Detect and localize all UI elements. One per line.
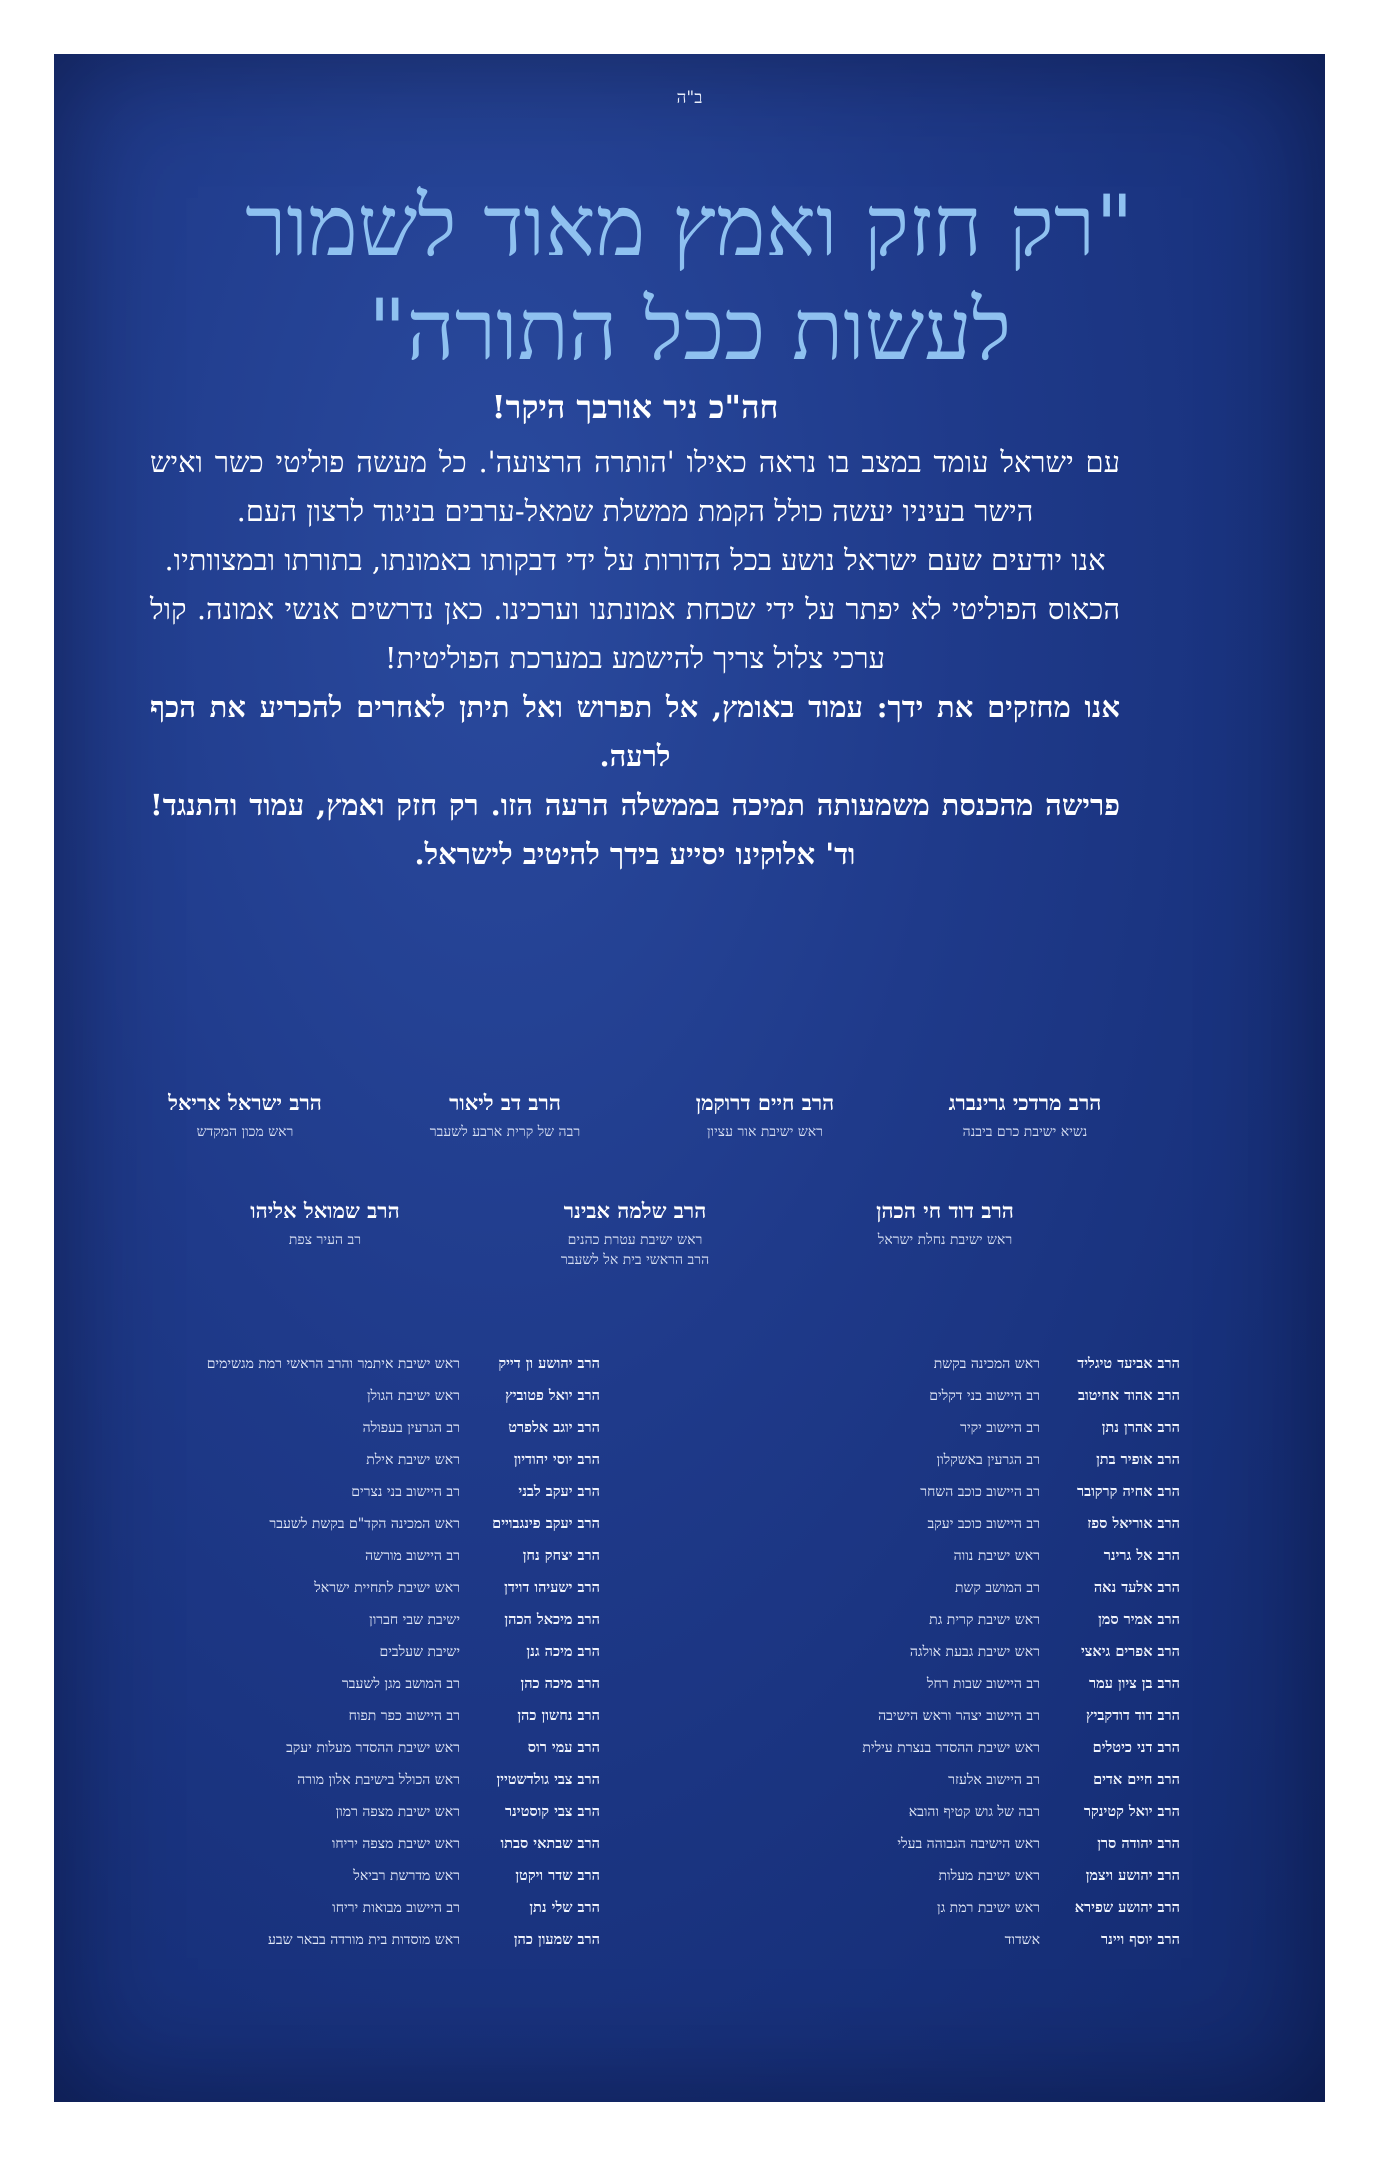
signatory-name: הרב יהושע ויצמן: [1085, 1867, 1180, 1884]
signatory-row: [570, 1604, 1180, 1636]
signatory-title: ישיבת שבי חברון: [369, 1611, 460, 1628]
signatory-row: [570, 1732, 1180, 1764]
paragraph: פרישה מהכנסת משמעותה תמיכה בממשלה הרעה הזו. רק חזק ואמץ, עמוד והתנגד! וד' אלוקינו יסייע בידך להיטיב לישראל.: [150, 788, 1120, 871]
signatory-row: [570, 1540, 1180, 1572]
signatory-row: [570, 1380, 1180, 1412]
signatory-name: הרב אהוד אחיטוב: [1077, 1387, 1180, 1404]
signatory-title: ראש ישיבת גבעת אולגה: [909, 1643, 1040, 1660]
signatory-title: רב היישוב יקיר: [960, 1419, 1040, 1436]
signatory-name: הרב יואל פטוביץ: [505, 1387, 600, 1404]
signatory-row: [90, 1700, 600, 1732]
signatory-title: ראש ישיבת לתחיית ישראל: [314, 1579, 460, 1596]
signatory-title: ראש ישיבת אילת: [366, 1451, 460, 1468]
signatory-row: [570, 1764, 1180, 1796]
signatory-name: הרב אחיה קרקובר: [1076, 1483, 1180, 1500]
signatory-name: הרב דב ליאור: [449, 1090, 561, 1115]
signatory-name: הרב נחשון כהן: [517, 1707, 600, 1724]
signatory-row: [90, 1572, 600, 1604]
signatory-row: [570, 1572, 1180, 1604]
signatory-name: הרב יעקב פינגבויים: [492, 1515, 600, 1532]
signatory-name: הרב מיכה גנן: [526, 1643, 600, 1660]
signatory-title: רב היישוב בני דקלים: [929, 1387, 1040, 1404]
signatory-title: ראש ישיבת הגולן: [366, 1387, 460, 1404]
signatory-title: ראש ישיבת אור עציון: [706, 1124, 824, 1140]
signatory-name: הרב יוסף ויינר: [1101, 1931, 1180, 1948]
signatory-name: הרב יוסי יהודיון: [513, 1451, 600, 1468]
signatory-row: [570, 1796, 1180, 1828]
signatory-name: הרב יעקב לבני: [518, 1483, 600, 1500]
signatory-name: הרב אמיר סמן: [1098, 1611, 1180, 1628]
signatory-title: רבה של גוש קטיף והובא: [908, 1803, 1040, 1820]
signatory-name: הרב שלמה אבינר: [563, 1198, 707, 1223]
signatory-name: הרב דוד חי הכהן: [876, 1198, 1014, 1223]
signatory-name: הרב שלי נתן: [529, 1899, 600, 1916]
signatory-row: [570, 1892, 1180, 1924]
signatory-name: הרב יהודה סרן: [1097, 1835, 1180, 1852]
signatory-row: [570, 1508, 1180, 1540]
signatory-title: ראש ישיבת קרית גת: [929, 1611, 1040, 1628]
signatory-name: הרב יהושע ון דייק: [498, 1355, 600, 1372]
signatory-row: [90, 1860, 600, 1892]
signatory-row: [90, 1636, 600, 1668]
signatory-name: הרב שמעון כהן: [513, 1931, 600, 1948]
paragraph: הכאוס הפוליטי לא יפתר על ידי שכחת אמונתנו וערכינו. כאן נדרשים אנשי אמונה. קול ערכי צלול צריך להישמע במערכת הפוליטית!: [150, 592, 1120, 675]
signatory-title: ראש מוסדות בית מורדה בבאר שבע: [268, 1931, 460, 1948]
signatory: [910, 1090, 1140, 1142]
paragraph: אנו יודעים שעם ישראל נושע בכל הדורות על ידי דבקותו באמונתו, בתורתו ובמצוותיו.: [164, 543, 1106, 577]
signatory-title: ראש המכינה הקד"ם בקשת לשעבר: [269, 1515, 460, 1532]
signatory-title: ראש ישיבת מצפה רמון: [335, 1803, 460, 1820]
signatory-name: הרב צבי קוסטינר: [504, 1803, 600, 1820]
signatory-row: [570, 1444, 1180, 1476]
signatory-title: ראש המכינה בקשת: [933, 1355, 1040, 1372]
signatory-title: ראש ישיבת ההסדר מעלות יעקב: [286, 1739, 460, 1756]
signatory-title: רב היישוב אלעזר: [948, 1771, 1040, 1788]
signatory-row: [90, 1540, 600, 1572]
signatory-title: ראש ישיבת נחלת ישראל: [877, 1232, 1013, 1248]
signatory-row: [90, 1924, 600, 1956]
signatory: [130, 1090, 360, 1142]
signatory-row: [90, 1796, 600, 1828]
signatory: [210, 1198, 440, 1270]
signatory-name: הרב שדר ויקטן: [515, 1867, 600, 1884]
main-signatories-row-1: [130, 1090, 1140, 1142]
signatory-row: [570, 1412, 1180, 1444]
signatory-row: [90, 1508, 600, 1540]
signatory-row: [90, 1668, 600, 1700]
signatory-title: אשדוד: [1004, 1931, 1040, 1948]
greeting: חה"כ ניר אורבך היקר!: [491, 388, 779, 426]
letter-body: [150, 388, 1120, 879]
signatory-name: הרב ישעיהו דוידן: [504, 1579, 600, 1596]
signatory-name: הרב חיים אדים: [1093, 1771, 1180, 1788]
signatory-title: רב הגרעין באשקלון: [936, 1451, 1040, 1468]
signatory-name: הרב מרדכי גרינברג: [948, 1090, 1102, 1115]
signatory-title: רב היישוב מורשה: [365, 1547, 460, 1564]
signatory-row: [90, 1732, 600, 1764]
signatory-name: הרב יהושע שפירא: [1074, 1899, 1180, 1916]
signatory-name: הרב אל גרינר: [1103, 1547, 1180, 1564]
signatory: [650, 1090, 880, 1142]
signatory-row: [90, 1892, 600, 1924]
signatory-title: רבה של קרית ארבע לשעבר: [429, 1124, 581, 1140]
signatory-title: רב המושב מגן לשעבר: [341, 1675, 460, 1692]
bsd-mark: ב"ה: [676, 88, 703, 108]
signatories-list-left: [90, 1348, 600, 1956]
signatory-row: [90, 1444, 600, 1476]
signatory-row: [570, 1476, 1180, 1508]
signatory-row: [90, 1380, 600, 1412]
signatory-name: הרב אלעד נאה: [1093, 1579, 1180, 1596]
signatory-row: [90, 1348, 600, 1380]
signatory-row: [570, 1668, 1180, 1700]
headline-line-2: לעשות ככל התורה": [367, 281, 1012, 379]
signatory-title: ישיבת שעלבים: [379, 1643, 460, 1660]
signatory-title: ראש ישיבת איתמר והרב הראשי רמת מגשימים: [206, 1355, 460, 1372]
signatory-title: ראש ישיבת מעלות: [938, 1867, 1040, 1884]
paragraph: אנו מחזקים את ידך: עמוד באומץ, אל תפרוש ואל תיתן לאחרים להכריע את הכף לרעה.: [150, 690, 1120, 773]
signatory-name: הרב צבי גולדשטיין: [496, 1771, 600, 1788]
signatory-name: הרב דני כיטלים: [1092, 1739, 1180, 1756]
signatory-name: הרב יואל קטינקר: [1083, 1803, 1180, 1820]
signatory-title: נשיא ישיבת כרם ביבנה: [962, 1124, 1088, 1140]
signatory-row: [570, 1636, 1180, 1668]
paragraph: עם ישראל עומד במצב בו נראה כאילו 'הותרה הרצועה'. כל מעשה פוליטי כשר ואיש הישר בעיניו יעשה כולל הקמת ממשלת שמאל-ערבים בניגוד לרצון העם.: [150, 445, 1120, 528]
signatory-title: רב היישוב כוכב יעקב: [927, 1515, 1040, 1532]
signatories-list-right: [570, 1348, 1180, 1956]
signatory-name: הרב אביעד טיגליד: [1077, 1355, 1180, 1372]
signatory-row: [90, 1412, 600, 1444]
signatory-row: [90, 1764, 600, 1796]
signatory: [390, 1090, 620, 1142]
signatory-title: ראש מדרשת רביאל: [353, 1867, 460, 1884]
signatory-name: הרב שמואל אליהו: [250, 1198, 400, 1223]
signatory-name: הרב בן ציון עמר: [1088, 1675, 1180, 1692]
signatory-name: הרב אוריאל ספז: [1087, 1515, 1180, 1532]
signatory-name: הרב יוגב אלפרט: [508, 1419, 600, 1436]
signatory-row: [90, 1476, 600, 1508]
signatory-title: רב היישוב בני נצרים: [351, 1483, 460, 1500]
signatory-title: רב היישוב יצהר וראש הישיבה: [878, 1707, 1040, 1724]
signatory-row: [570, 1348, 1180, 1380]
signatory-row: [570, 1860, 1180, 1892]
signatory-row: [90, 1604, 600, 1636]
signatory-title: רב המושב קשת: [954, 1579, 1040, 1596]
signatory-title: רב הגרעין בעפולה: [362, 1419, 460, 1436]
signatory-title: רב היישוב כפר תפוח: [348, 1707, 460, 1724]
signatory-title: ראש ישיבת ההסדר בנצרת עילית: [862, 1739, 1040, 1756]
signatory-name: הרב שבתאי סבתו: [500, 1835, 600, 1852]
signatory-row: [570, 1924, 1180, 1956]
signatory-title: רב היישוב כוכב השחר: [920, 1483, 1040, 1500]
main-signatories-row-2: [130, 1198, 1140, 1270]
signatory-name: הרב אפרים גיאצי: [1080, 1643, 1180, 1660]
signatory-name: הרב מיכאל הכהן: [504, 1611, 600, 1628]
signatory-name: הרב דוד דודקביץ: [1086, 1707, 1180, 1724]
signatory-name: הרב ישראל אריאל: [168, 1090, 322, 1115]
signatory-title: ראש ישיבת רמת גן: [937, 1899, 1040, 1916]
signatory-name: הרב מיכה כהן: [520, 1675, 600, 1692]
signatory-title: ראש הישיבה הגבוהה בעלי: [897, 1835, 1040, 1852]
signatory-title: ראש הכולל בישיבת אלון מורה: [297, 1771, 460, 1788]
signatory-title: רב היישוב מבואות יריחו: [332, 1899, 460, 1916]
signatory-title: רב העיר צפת: [288, 1232, 362, 1248]
signatory-title: ראש ישיבת עטרת כהנים הרב הראשי בית אל לשעבר: [560, 1232, 710, 1268]
headline: [114, 174, 1265, 382]
signatory-title: ראש מכון המקדש: [196, 1124, 294, 1140]
signatory-title: ראש ישיבת מצפה יריחו: [331, 1835, 460, 1852]
signatory-name: הרב אופיר בתן: [1096, 1451, 1180, 1468]
signatory: [830, 1198, 1060, 1270]
signatory-name: הרב עמי רוס: [527, 1739, 600, 1756]
signatory-name: הרב חיים דרוקמן: [695, 1090, 835, 1115]
signatory-name: הרב יצחק נחן: [522, 1547, 600, 1564]
signatory-name: הרב אהרן נתן: [1101, 1419, 1180, 1436]
signatory: [520, 1198, 750, 1270]
signatory-row: [570, 1700, 1180, 1732]
signatory-title: רב היישוב שבות רחל: [926, 1675, 1040, 1692]
signatory-row: [570, 1828, 1180, 1860]
signatory-row: [90, 1828, 600, 1860]
headline-line-1: "רק חזק ואמץ מאוד לשמור: [245, 177, 1134, 275]
signatory-title: ראש ישיבת נווה: [953, 1547, 1040, 1564]
